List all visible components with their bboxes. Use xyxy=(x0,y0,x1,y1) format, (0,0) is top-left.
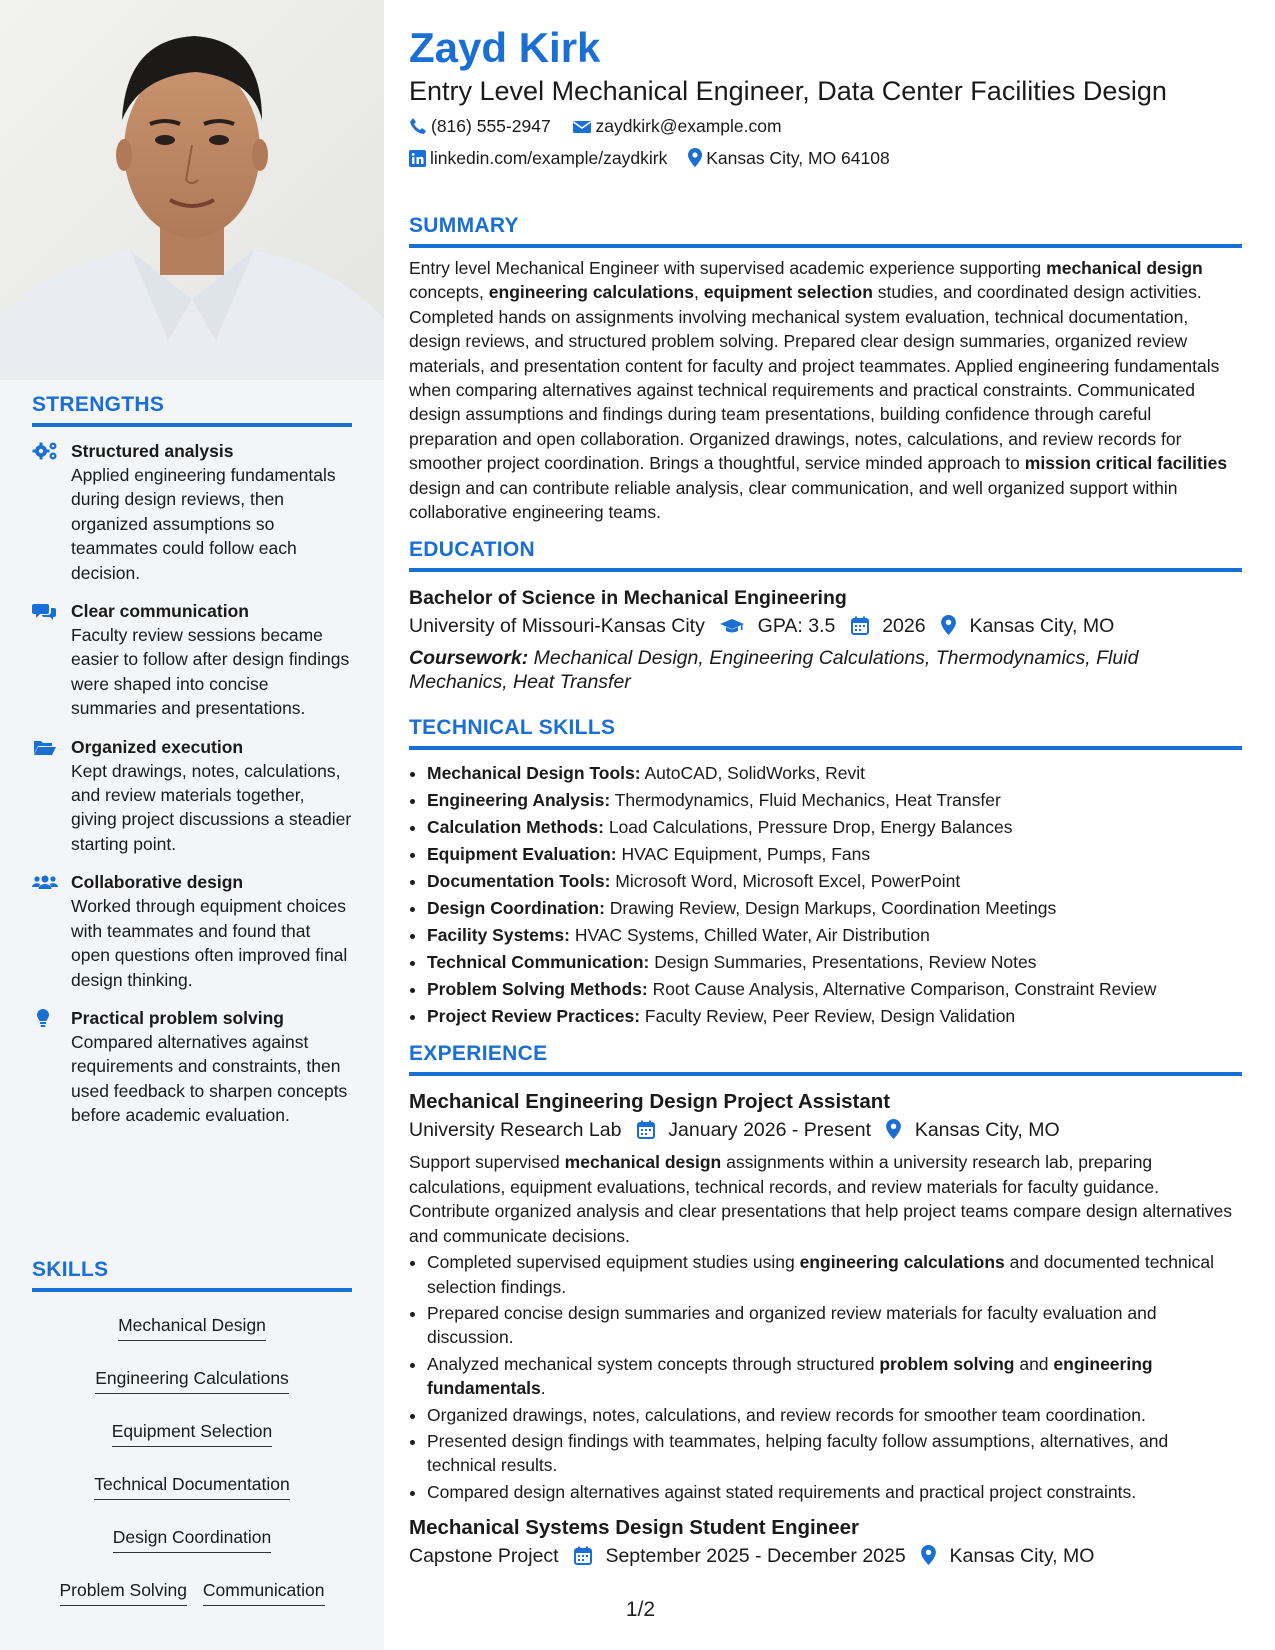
calendar-icon xyxy=(574,1546,592,1565)
text-run: Organized drawings, notes, calculations, and review records for smoother team coordination. xyxy=(427,1404,1146,1425)
text-run: Prepared concise design summaries and organized review materials for faculty evaluation and discussion. xyxy=(427,1302,1157,1348)
skill-tag: Design Coordination xyxy=(113,1518,272,1553)
job-dates: January 2026 - Present xyxy=(668,1119,871,1142)
job-meta xyxy=(409,1542,1242,1570)
job-title: Mechanical Systems Design Student Engineer xyxy=(409,1516,859,1540)
job-dates: September 2025 - December 2025 xyxy=(605,1545,906,1568)
skill-tag: Equipment Selection xyxy=(112,1412,273,1447)
strength-text: Worked through equipment choices with teammates and found that open questions often improved final design thinking. xyxy=(71,896,348,990)
strength-text: Compared alternatives against requirements and constraints, then used feedback to sharpen concepts before academic evaluation. xyxy=(71,1031,348,1126)
skill-values: Load Calculations, Pressure Drop, Energy Balances xyxy=(603,817,1013,838)
map-pin-icon xyxy=(886,1119,901,1139)
strengths-section xyxy=(32,393,352,1128)
strengths-title: STRENGTHS xyxy=(32,393,352,427)
technical-skill-item xyxy=(427,922,1242,949)
map-pin-icon xyxy=(688,148,702,167)
text-run: Analyzed mechanical system concepts through structured xyxy=(427,1353,880,1374)
job-bullets xyxy=(409,1250,1242,1504)
folder-open-icon xyxy=(32,737,58,757)
skill-category: Facility Systems: xyxy=(427,925,570,946)
headline: Entry Level Mechanical Engineer, Data Center Facilities Design xyxy=(409,76,1167,106)
skill-tag: Engineering Calculations xyxy=(95,1359,289,1394)
coursework-label: Coursework: xyxy=(409,647,529,670)
job-meta xyxy=(409,1116,1242,1144)
map-pin-icon xyxy=(921,1545,936,1565)
technical-skill-item xyxy=(427,949,1242,976)
strength-item xyxy=(32,599,352,721)
technical-skills-title: TECHNICAL SKILLS xyxy=(409,716,1242,750)
emphasis-text: engineering calculations xyxy=(488,282,694,303)
graduation-year: 2026 xyxy=(882,615,926,638)
linkedin-url: linkedin.com/example/zaydkirk xyxy=(430,148,668,168)
school-name: University of Missouri-Kansas City xyxy=(409,615,705,638)
technical-skill-item xyxy=(427,760,1242,787)
skill-category: Equipment Evaluation: xyxy=(427,844,617,865)
skill-category: Documentation Tools: xyxy=(427,871,611,892)
location-text: Kansas City, MO 64108 xyxy=(706,148,890,168)
contact-row xyxy=(409,142,1242,174)
gears-icon xyxy=(32,441,58,461)
skill-category: Technical Communication: xyxy=(427,952,650,973)
text-run: , xyxy=(693,282,704,303)
job-org: Capstone Project xyxy=(409,1545,559,1568)
strength-item xyxy=(32,1006,352,1128)
job-org: University Research Lab xyxy=(409,1119,622,1142)
skill-category: Calculation Methods: xyxy=(427,817,604,838)
job-title: Mechanical Engineering Design Project Assistant xyxy=(409,1090,891,1114)
text-run: concepts, xyxy=(409,282,489,303)
text-run: Entry level Mechanical Engineer with supervised academic experience supporting xyxy=(409,258,1047,278)
phone-number: (816) 555-2947 xyxy=(431,116,551,136)
text-run: design and can contribute reliable analysis, clear communication, and well organized support within collaborative engineering teams. xyxy=(409,477,1178,523)
technical-skills-list xyxy=(409,760,1242,1030)
skill-tag: Technical Documentation xyxy=(94,1465,290,1500)
skill-values: HVAC Equipment, Pumps, Fans xyxy=(616,844,871,865)
strength-text: Kept drawings, notes, calculations, and review materials together, giving project discussions a steadier starting point. xyxy=(71,760,352,854)
text-run: Compared design alternatives against stated requirements and practical project constraints. xyxy=(427,1481,1137,1502)
phone-icon xyxy=(409,117,427,135)
skill-category: Mechanical Design Tools: xyxy=(427,763,641,784)
map-pin-icon xyxy=(941,615,956,635)
summary-text xyxy=(409,256,1242,524)
strength-title: Collaborative design xyxy=(71,872,244,893)
skills-section xyxy=(32,1258,352,1618)
emphasis-text: mechanical design xyxy=(564,1152,722,1173)
text-run: Completed supervised equipment studies using xyxy=(427,1252,800,1273)
emphasis-text: equipment selection xyxy=(703,282,873,303)
email-icon xyxy=(572,119,592,135)
candidate-name: Zayd Kirk xyxy=(409,24,601,71)
graduation-cap-icon xyxy=(720,617,744,635)
skill-tag: Mechanical Design xyxy=(118,1306,266,1341)
profile-photo xyxy=(0,0,384,380)
job-description xyxy=(409,1150,1242,1248)
gpa: GPA: 3.5 xyxy=(757,615,836,638)
users-icon xyxy=(32,872,58,892)
strength-item xyxy=(32,735,352,857)
main-content xyxy=(409,22,1242,1570)
page-number: 1/2 xyxy=(625,1598,656,1621)
lightbulb-icon xyxy=(32,1008,58,1028)
technical-skill-item xyxy=(427,814,1242,841)
education-meta xyxy=(409,612,1242,640)
job-bullet xyxy=(427,1480,1242,1504)
calendar-icon xyxy=(851,616,869,635)
strength-text: Faculty review sessions became easier to follow after design findings were shaped into concise summaries and presentations. xyxy=(71,625,350,719)
strength-item xyxy=(32,870,352,992)
job-bullet xyxy=(427,1429,1242,1478)
contact-location xyxy=(688,142,890,174)
emphasis-text: engineering fundamentals xyxy=(427,1353,1153,1399)
strength-title: Practical problem solving xyxy=(71,1007,284,1028)
text-run: . xyxy=(540,1378,546,1399)
job-location: Kansas City, MO xyxy=(914,1119,1060,1142)
strength-title: Structured analysis xyxy=(71,441,234,461)
linkedin-icon xyxy=(409,150,426,167)
strength-title: Clear communication xyxy=(71,601,249,622)
skills-list xyxy=(32,1292,352,1618)
technical-skill-item xyxy=(427,841,1242,868)
emphasis-text: mission critical facilities xyxy=(1024,453,1228,474)
calendar-icon xyxy=(637,1120,655,1139)
job-bullet xyxy=(427,1301,1242,1350)
emphasis-text: problem solving xyxy=(879,1353,1015,1374)
text-run: assignments within a university research lab, preparing calculations, equipment evaluations, technical records, and review materials for faculty guidance. Contribute organized analysis and clear presentations that help project teams compare design alternatives and communicate decisions. xyxy=(409,1152,1232,1246)
skill-values: Drawing Review, Design Markups, Coordination Meetings xyxy=(604,898,1057,919)
contact-email[interactable] xyxy=(572,110,782,142)
strength-title: Organized execution xyxy=(71,736,244,757)
email-address: zaydkirk@example.com xyxy=(595,116,782,136)
technical-skill-item xyxy=(427,868,1242,895)
emphasis-text: engineering calculations xyxy=(799,1252,1005,1273)
job-bullet xyxy=(427,1352,1242,1401)
contact-phone[interactable] xyxy=(409,110,551,142)
skills-title: SKILLS xyxy=(32,1258,352,1292)
coursework xyxy=(409,646,1242,694)
text-run: Support supervised xyxy=(409,1152,565,1173)
job-location: Kansas City, MO xyxy=(949,1545,1095,1568)
contact-row xyxy=(409,110,1242,142)
job-bullet xyxy=(427,1250,1242,1299)
education-title: EDUCATION xyxy=(409,538,1242,572)
text-run: studies, and coordinated design activities. Completed hands on assignments involving mechanical system evaluation, technical documentation, design reviews, and structured problem solving. Prepared clear design summaries, organized review materials, and presentation content for faculty and project teammates. Applied engineering fundamentals when comparing alternatives against technical requirements and practical constraints. Communicated design assumptions and findings during team presentations, building confidence through careful preparation and open collaboration. Organized drawings, notes, calculations, and review records for smoother project coordination. Brings a thoughtful, service minded approach to xyxy=(409,282,1220,474)
skill-values: Design Summaries, Presentations, Review Notes xyxy=(649,952,1037,973)
contact-linkedin[interactable] xyxy=(409,142,667,174)
degree-title: Bachelor of Science in Mechanical Engineering xyxy=(409,587,847,610)
technical-skill-item xyxy=(427,787,1242,814)
technical-skill-item xyxy=(427,1003,1242,1030)
skill-values: AutoCAD, SolidWorks, Revit xyxy=(640,763,865,784)
strength-item xyxy=(32,439,352,585)
skill-category: Design Coordination: xyxy=(427,898,605,919)
skill-values: Faculty Review, Peer Review, Design Validation xyxy=(640,1006,1016,1027)
job-bullet xyxy=(427,1403,1242,1427)
skill-values: Microsoft Word, Microsoft Excel, PowerPoint xyxy=(610,871,961,892)
summary-title: SUMMARY xyxy=(409,214,1242,248)
chat-icon xyxy=(32,601,58,621)
skill-tag: Communication xyxy=(203,1571,325,1606)
school-location: Kansas City, MO xyxy=(969,615,1115,638)
experience-title: EXPERIENCE xyxy=(409,1042,1242,1076)
skill-tag: Problem Solving xyxy=(60,1571,187,1606)
skill-values: HVAC Systems, Chilled Water, Air Distribution xyxy=(569,925,930,946)
technical-skill-item xyxy=(427,895,1242,922)
sidebar xyxy=(0,0,384,1650)
skill-category: Engineering Analysis: xyxy=(427,790,611,811)
emphasis-text: mechanical design xyxy=(1046,258,1203,278)
skill-values: Thermodynamics, Fluid Mechanics, Heat Transfer xyxy=(610,790,1001,811)
skill-category: Problem Solving Methods: xyxy=(427,979,648,1000)
strength-text: Applied engineering fundamentals during design reviews, then organized assumptions so teammates could follow each decision. xyxy=(71,465,336,583)
text-run: and xyxy=(1014,1353,1054,1374)
text-run: and documented technical selection findings. xyxy=(427,1252,1214,1297)
text-run: Presented design findings with teammates, helping faculty follow assumptions, alternatives, and technical results. xyxy=(427,1430,1169,1476)
skill-values: Root Cause Analysis, Alternative Comparison, Constraint Review xyxy=(647,979,1157,1000)
skill-category: Project Review Practices: xyxy=(427,1006,641,1027)
coursework-list: Mechanical Design, Engineering Calculations, Thermodynamics, Fluid Mechanics, Heat Transfer xyxy=(409,647,1139,694)
technical-skill-item xyxy=(427,976,1242,1003)
